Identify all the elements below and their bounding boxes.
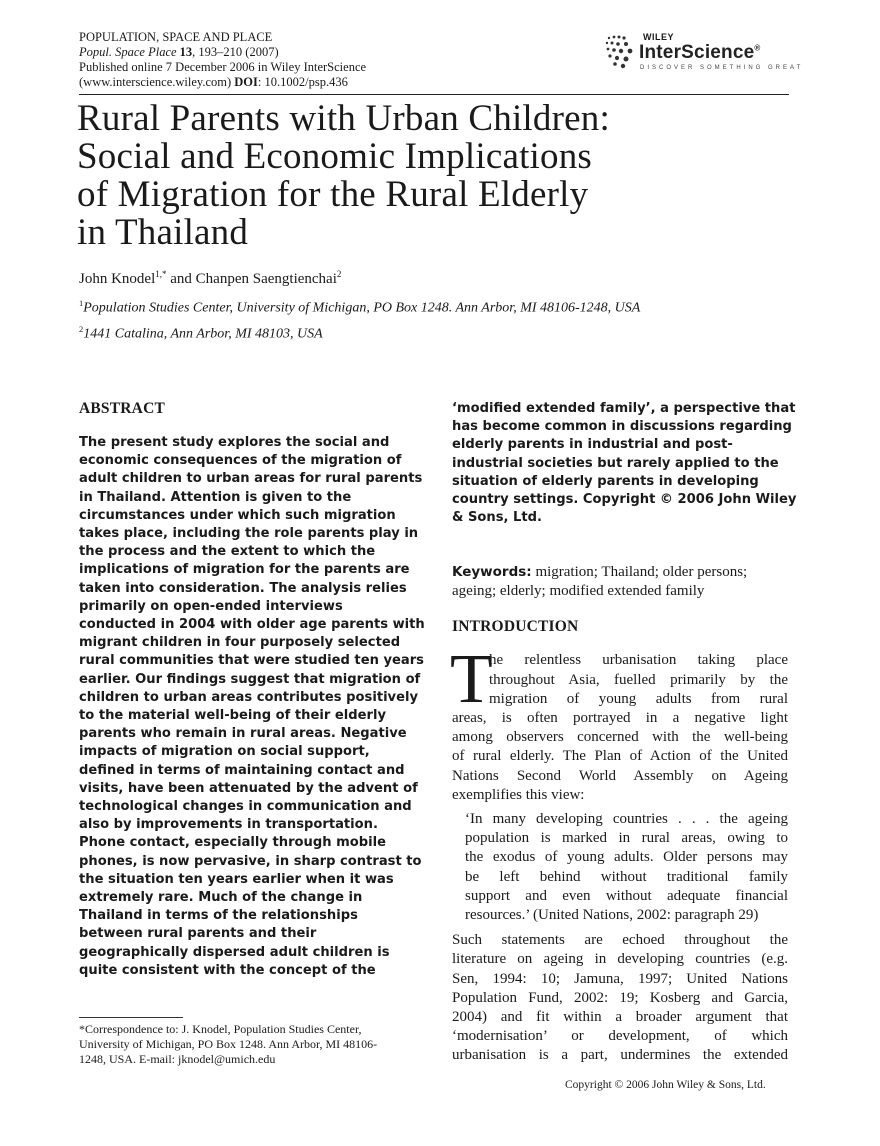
text-line: population is marked in rural areas, owing to	[465, 830, 788, 847]
keywords: Keywords: migration; Thailand; older persons; ageing; elderly; modified extended family	[452, 564, 748, 600]
text-line: areas, is often portrayed in a negative light	[452, 710, 788, 727]
text-line: rural communities that were studied ten years	[79, 653, 424, 669]
text-line: visits, have been attenuated by the advent of	[79, 780, 418, 796]
text-line: extremely rare. Much of the change in	[79, 890, 363, 906]
text-line: in Thailand. Attention is given to the	[79, 489, 352, 505]
text-line: Population Fund, 2002: 19; Kosberg and Garcia,	[452, 989, 788, 1006]
journal-name: POPULATION, SPACE AND PLACE	[79, 30, 273, 44]
title-line: Rural Parents with Urban Children:	[77, 98, 610, 139]
logo-wiley-text: WILEY	[643, 32, 674, 42]
text-line: The present study explores the social and	[79, 435, 390, 450]
text-line: exemplifies this view:	[452, 786, 585, 803]
text-line: Such statements are echoed throughout the	[452, 932, 788, 949]
text-line: technological changes in communication and	[79, 799, 412, 815]
wiley-interscience-logo	[599, 32, 804, 76]
title-line: in Thailand	[77, 212, 249, 253]
text-line: & Sons, Ltd.	[452, 510, 543, 526]
text-line: defined in terms of maintaining contact and	[79, 762, 405, 778]
intro-paragraph	[450, 641, 788, 805]
text-line: situation of elderly parents in developing	[452, 473, 759, 489]
text-line: implications of migration for the parents are	[79, 562, 410, 578]
text-line: quite consistent with the concept of the	[79, 962, 376, 978]
text-line: between rural parents and their	[79, 926, 317, 942]
affiliation: $^1$Population Studies Center, University of Michigan, PO Box 1248. Ann Arbor, MI 48106-1248, USA	[79, 298, 641, 316]
block-quote	[452, 810, 788, 925]
text-line: phones, is now pervasive, in sharp contrast to	[79, 853, 422, 869]
introduction-heading: INTRODUCTION	[452, 618, 579, 636]
text-line: economic consequences of the migration of	[79, 453, 402, 469]
text-line: urbanisation is a part, undermines the extended	[452, 1047, 788, 1064]
publication-note: Published online 7 December 2006 in Wiley InterScience	[79, 60, 367, 74]
abstract-heading: ABSTRACT	[79, 400, 166, 417]
text-line: Thailand in terms of the relationships	[79, 908, 358, 924]
text-line: also by improvements in transportation.	[79, 817, 378, 833]
journal-header	[79, 30, 804, 92]
article-title	[77, 100, 797, 252]
text-line: children to urban areas contributes positively	[79, 689, 418, 705]
text-line: impacts of migration on social support,	[79, 744, 370, 760]
text-line: be left behind without traditional family	[465, 868, 788, 885]
text-line: the exodus of young adults. Older persons may	[465, 849, 788, 866]
journal-citation: Popul. Space Place 13, 193–210 (2007)	[79, 45, 279, 59]
text-line: conducted in 2004 with older age parents with	[79, 617, 425, 633]
text-line: taken into consideration. The analysis relies	[79, 580, 407, 596]
header-rule	[79, 94, 789, 95]
correspondence-footnote	[79, 1022, 417, 1066]
journal-url[interactable]: (www.interscience.wiley.com)	[79, 75, 232, 89]
text-line: ‘modernisation’ or development, of which	[452, 1028, 788, 1045]
text-line: takes place, including the role parents play in	[79, 526, 419, 542]
logo-tagline: DISCOVER SOMETHING GREAT	[640, 65, 804, 71]
text-line: throughout Asia, fuelled primarily by the	[489, 671, 788, 688]
text-line: industrial societies but rarely applied to the	[452, 455, 779, 471]
abstract-continued	[452, 400, 797, 527]
text-line: Phone contact, especially through mobile	[79, 835, 386, 851]
text-line: geographically dispersed adult children is	[79, 944, 390, 960]
text-line: Sen, 1994: 10; Jamuna, 1997; United Nations	[452, 970, 788, 987]
drop-cap: T	[450, 641, 493, 719]
text-line: Nations Second World Assembly on Ageing	[452, 767, 788, 784]
text-line: elderly parents in industrial and post-	[452, 437, 733, 453]
text-line: to the material well-being of their elderly	[79, 708, 386, 724]
text-line: the situation ten years earlier when it was	[79, 871, 394, 887]
right-column	[450, 400, 797, 1066]
footnote-line: 1248, USA. E-mail: jknodel@umich.edu	[79, 1051, 276, 1066]
abstract-text	[79, 434, 425, 980]
logo-interscience-text: InterScience®	[639, 42, 761, 63]
doi-value[interactable]: : 10.1002/psp.436	[257, 75, 348, 89]
text-line: the process and the extent to which the	[79, 544, 376, 560]
text-line: primarily on open-ended interviews	[79, 598, 343, 614]
author-name: Chanpen Saengtienchai	[195, 271, 337, 287]
affiliations	[79, 293, 799, 344]
left-column	[79, 400, 425, 980]
title-line: Social and Economic Implications	[77, 136, 593, 177]
text-line: parents who remain in rural areas. Negative	[79, 726, 407, 742]
author-list: John Knodel$^{1,*}$ and Chanpen Saengtienchai$^2$	[79, 269, 342, 287]
text-line: support and even without adequate financial	[465, 887, 788, 904]
text-line: circumstances under which such migration	[79, 507, 396, 523]
affiliation: $^2$1441 Catalina, Ann Arbor, MI 48103, USA	[79, 323, 323, 342]
body-paragraph	[452, 931, 788, 1065]
footnote-rule	[79, 1017, 183, 1018]
text-line: ‘modified extended family’, a perspective that	[452, 401, 796, 416]
text-line: he relentless urbanisation taking place	[489, 652, 788, 669]
text-line: 2004) and fit within a broader argument that	[452, 1009, 788, 1026]
text-line: migrant children in four purposely selected	[79, 635, 401, 651]
text-line: migration of young adults from rural	[489, 690, 788, 707]
text-line: resources.’ (United Nations, 2002: paragraph 29)	[465, 907, 759, 924]
title-line: of Migration for the Rural Elderly	[77, 174, 589, 215]
text-line: country settings. Copyright © 2006 John Wiley	[452, 492, 797, 508]
keywords-label: Keywords:	[452, 564, 532, 581]
footnote-line: *Correspondence to: J. Knodel, Population Studies Center,	[79, 1022, 362, 1036]
text-line: ‘In many developing countries . . . the ageing	[465, 811, 788, 828]
text-line: earlier. Our findings suggest that migration of	[79, 671, 421, 687]
text-line: of rural elderly. The Plan of Action of the United	[452, 748, 788, 765]
logo-dots-icon	[599, 32, 639, 76]
footnote-line: University of Michigan, PO Box 1248. Ann Arbor, MI 48106-	[79, 1036, 378, 1051]
doi-line: (www.interscience.wiley.com) DOI: 10.1002/psp.436	[79, 75, 348, 89]
author-name: John Knodel	[79, 271, 156, 287]
text-line: literature on ageing in developing countries (e.g.	[452, 951, 788, 968]
text-line: adult children to urban areas for rural parents	[79, 471, 423, 487]
text-line: among observers concerned with the well-being	[452, 729, 788, 746]
text-line: has become common in discussions regarding	[452, 419, 792, 435]
copyright-footer: Copyright © 2006 John Wiley & Sons, Ltd.	[565, 1079, 766, 1091]
